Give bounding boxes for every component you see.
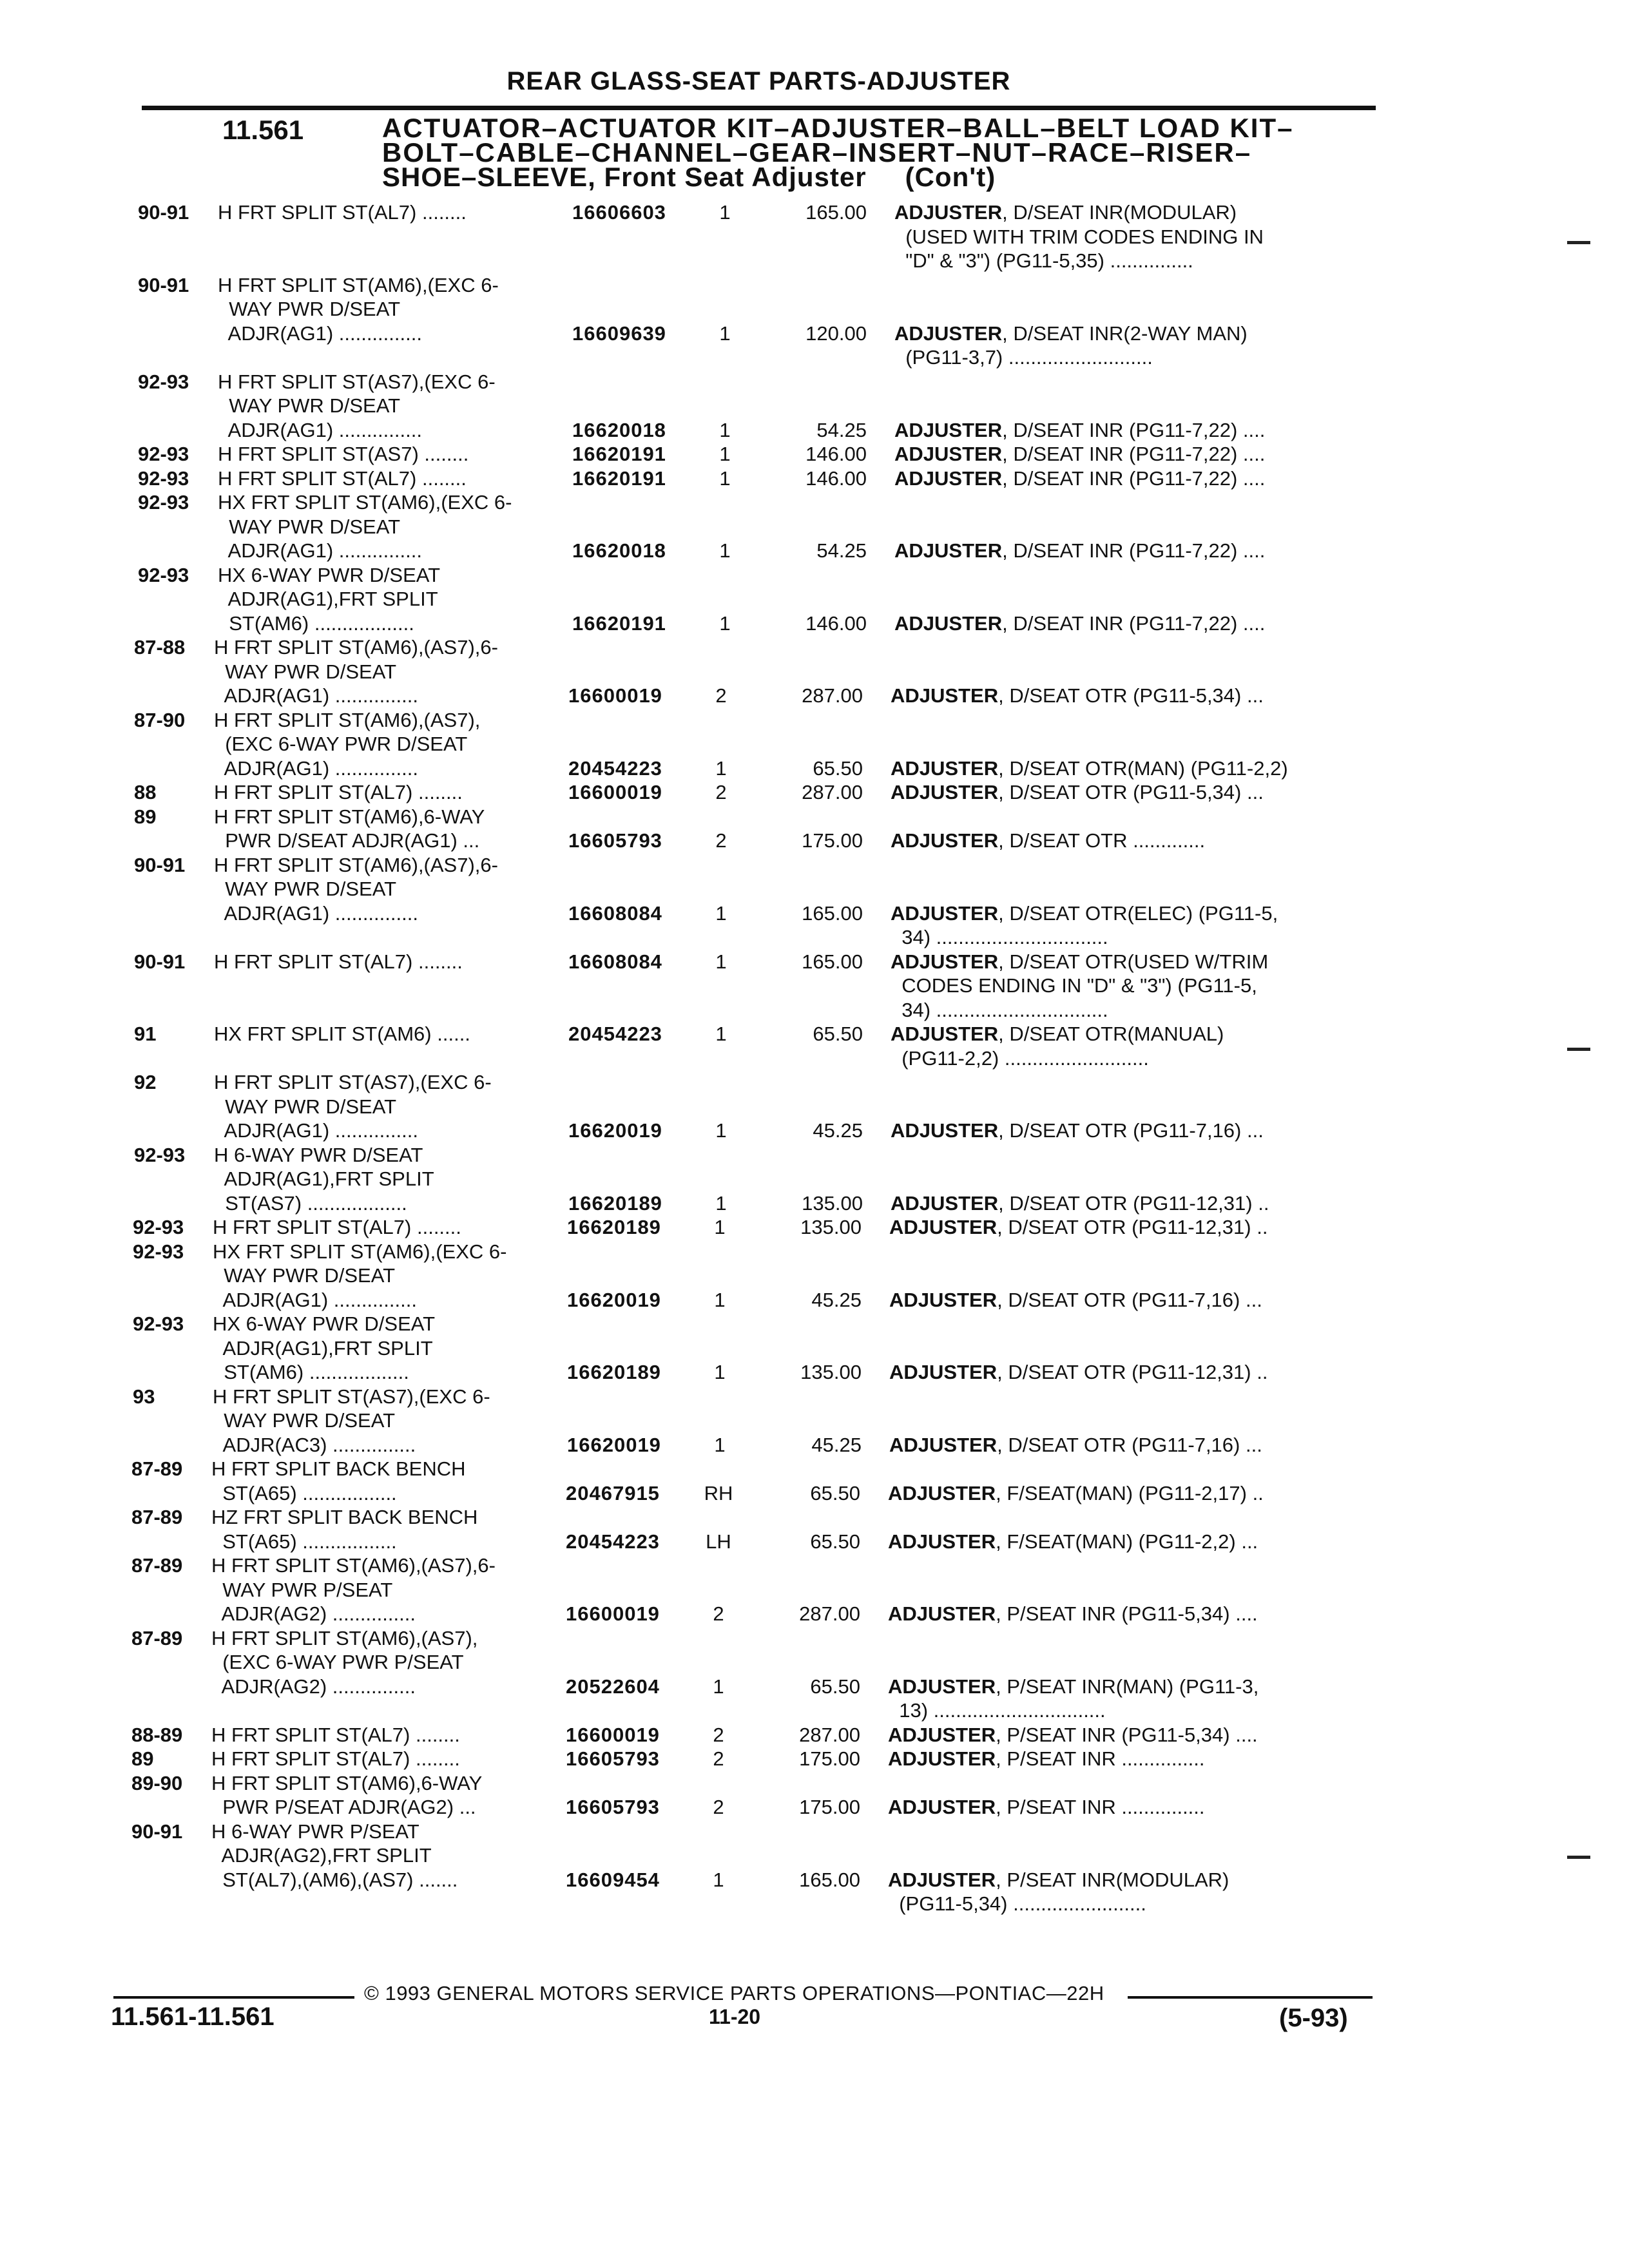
part-name-detail: , D/SEAT OTR (PG11-12,31) .. [998, 1191, 1269, 1215]
model-years: 87-89 [131, 1554, 183, 1577]
part-number: 20454223 [568, 1023, 662, 1045]
part-name-detail: , D/SEAT OTR ............. [998, 829, 1206, 852]
part-name: ADJUSTER [894, 539, 1003, 562]
application-description-line: WAY PWR D/SEAT [218, 394, 401, 417]
application-description-line: HX 6-WAY PWR D/SEAT [213, 1312, 436, 1335]
application-description-line: ADJR(AG1) ............... [213, 1288, 417, 1311]
model-years: 92-93 [138, 466, 189, 490]
application-description-line: HX FRT SPLIT ST(AM6),(EXC 6- [218, 491, 512, 514]
part-name-detail: , D/SEAT INR (PG11-7,22) .... [1002, 466, 1266, 490]
part-name: ADJUSTER [888, 1481, 996, 1504]
part-name-line [894, 418, 1265, 443]
application-description-line: WAY PWR D/SEAT [214, 878, 397, 900]
application-description-line: H FRT SPLIT ST(AS7) ........ [218, 443, 469, 465]
section-title [382, 113, 1387, 192]
part-name-detail: (PG11-2,2) .......................... [891, 1046, 1149, 1070]
part-name: ADJUSTER [894, 201, 1003, 224]
part-name-detail: , D/SEAT INR (PG11-7,22) .... [1002, 443, 1266, 465]
part-name-detail: , D/SEAT INR (PG11-7,22) .... [1002, 539, 1266, 562]
part-name-line [894, 200, 1237, 225]
list-price: 165.00 [799, 1868, 860, 1891]
application-description-line: H 6-WAY PWR P/SEAT [211, 1820, 419, 1843]
part-name-line [888, 1892, 1146, 1916]
part-name-detail: , D/SEAT INR(MODULAR) [1002, 201, 1237, 224]
part-name: ADJUSTER [891, 950, 999, 973]
model-years: 88 [134, 781, 157, 803]
part-number: 16609454 [566, 1868, 660, 1891]
quantity: 1 [719, 322, 731, 345]
part-name: ADJUSTER [889, 1288, 998, 1311]
quantity: 1 [715, 901, 727, 925]
list-price: 45.25 [811, 1433, 862, 1456]
part-name-detail: , D/SEAT OTR (PG11-5,34) ... [998, 781, 1264, 803]
quantity: 1 [714, 1216, 726, 1238]
part-name-line [889, 1433, 1262, 1457]
quantity: 2 [713, 1747, 724, 1770]
list-price: 135.00 [800, 1216, 862, 1238]
part-name-detail: , P/SEAT INR(MODULAR) [996, 1868, 1229, 1891]
part-name-detail: , P/SEAT INR (PG11-5,34) .... [996, 1602, 1258, 1625]
application-description-line: H FRT SPLIT ST(AL7) ........ [214, 781, 463, 803]
part-name-detail: , D/SEAT OTR(ELEC) (PG11-5, [998, 901, 1278, 925]
list-price: 120.00 [805, 322, 867, 345]
section-number: 11.561 [222, 115, 304, 145]
part-name: ADJUSTER [888, 1530, 996, 1553]
quantity: 1 [714, 1288, 726, 1311]
application-description-line: WAY PWR P/SEAT [211, 1578, 393, 1601]
application-description-line: ADJR(AG1) ............... [214, 901, 418, 925]
part-name-detail: (USED WITH TRIM CODES ENDING IN [894, 225, 1264, 248]
quantity: 1 [719, 611, 731, 635]
quantity: 1 [715, 756, 727, 780]
quantity: 1 [719, 466, 731, 490]
model-years: 92-93 [133, 1216, 184, 1238]
part-name-line [889, 1360, 1268, 1385]
section-title-line2: BOLT–CABLE–CHANNEL–GEAR–INSERT–NUT–RACE–RISER– [382, 137, 1252, 168]
model-years: 90-91 [134, 950, 186, 973]
application-description-line: ST(A65) ................. [211, 1530, 397, 1553]
margin-mark [1567, 1048, 1590, 1051]
application-description-line: H FRT SPLIT ST(AM6),6-WAY [211, 1771, 483, 1794]
application-description-line: ST(AL7),(AM6),(AS7) ....... [211, 1868, 458, 1891]
model-years: 87-89 [131, 1626, 183, 1649]
part-name-detail: , F/SEAT(MAN) (PG11-2,17) .. [996, 1481, 1264, 1504]
quantity: 1 [715, 1023, 727, 1045]
part-name: ADJUSTER [894, 466, 1003, 490]
part-number: 16608084 [568, 901, 662, 925]
quantity: 2 [713, 1723, 724, 1746]
list-price: 165.00 [805, 201, 867, 224]
quantity: 1 [713, 1868, 724, 1891]
part-name-line [888, 1530, 1258, 1554]
model-years: 90-91 [134, 853, 186, 876]
part-name: ADJUSTER [888, 1602, 996, 1625]
list-price: 54.25 [816, 539, 867, 562]
model-years: 90-91 [138, 201, 189, 224]
part-name: ADJUSTER [888, 1868, 996, 1891]
part-name-line [894, 249, 1193, 273]
part-name-detail: , D/SEAT OTR(MANUAL) [998, 1023, 1224, 1045]
part-name: ADJUSTER [894, 443, 1003, 465]
application-description-line: H FRT SPLIT ST(AM6),(AS7),6- [211, 1554, 496, 1577]
model-years: 87-88 [134, 636, 186, 658]
part-name-line [891, 1046, 1149, 1071]
part-name: ADJUSTER [888, 1723, 996, 1746]
model-years: 92-93 [138, 563, 189, 586]
list-price: 65.50 [810, 1481, 860, 1504]
list-price: 45.25 [813, 1119, 863, 1142]
application-description-line: PWR D/SEAT ADJR(AG1) ... [214, 829, 480, 852]
quantity: 2 [715, 781, 727, 803]
part-name: ADJUSTER [891, 829, 999, 852]
part-name: ADJUSTER [894, 418, 1003, 441]
part-name-detail: 34) ............................... [891, 926, 1108, 948]
part-number: 16609639 [572, 322, 666, 345]
part-name-line [891, 684, 1264, 708]
list-price: 65.50 [810, 1675, 860, 1698]
model-years: 87-89 [131, 1506, 183, 1528]
part-name: ADJUSTER [888, 1747, 996, 1770]
part-name-line [894, 539, 1265, 563]
footer-date: (5-93) [1279, 2004, 1348, 2032]
quantity: 1 [719, 201, 731, 224]
section-title-line1: ACTUATOR–ACTUATOR KIT–ADJUSTER–BALL–BELT LOAD KIT– [382, 113, 1294, 143]
model-years: 88-89 [131, 1723, 183, 1746]
part-name-line [891, 756, 1288, 781]
application-description-line: ST(AM6) .................. [213, 1361, 409, 1383]
part-name-detail: , D/SEAT OTR(MAN) (PG11-2,2) [998, 756, 1288, 780]
list-price: 175.00 [802, 829, 863, 852]
list-price: 146.00 [805, 466, 867, 490]
quantity: 1 [713, 1675, 724, 1698]
list-price: 65.50 [810, 1530, 860, 1553]
application-description-line: H FRT SPLIT ST(AM6),(EXC 6- [218, 273, 499, 296]
application-description-line: ADJR(AG1) ............... [214, 684, 418, 707]
part-name-detail: , P/SEAT INR ............... [996, 1747, 1205, 1770]
application-description-line: H FRT SPLIT ST(AS7),(EXC 6- [214, 1071, 492, 1093]
part-name-detail: , D/SEAT OTR (PG11-7,16) ... [997, 1433, 1262, 1456]
part-name: ADJUSTER [894, 611, 1003, 635]
quantity: 1 [715, 950, 727, 973]
application-description-line: H 6-WAY PWR D/SEAT [214, 1143, 423, 1166]
part-number: 16620191 [572, 466, 666, 490]
model-years: 93 [133, 1385, 155, 1408]
quantity: 1 [714, 1433, 726, 1456]
list-price: 287.00 [802, 684, 863, 707]
footer-section-range: 11.561-11.561 [111, 2003, 275, 2031]
model-years: 92-93 [133, 1240, 184, 1263]
part-name-line [891, 901, 1278, 926]
part-number: 20454223 [568, 756, 662, 780]
part-name-detail: , D/SEAT INR (PG11-7,22) .... [1002, 418, 1266, 441]
part-name-detail: "D" & "3") (PG11-5,35) ............... [894, 249, 1193, 272]
header-rule [142, 106, 1376, 110]
part-name-line [891, 780, 1264, 805]
list-price: 54.25 [816, 418, 867, 441]
part-name-line [894, 466, 1265, 491]
part-name-line [888, 1698, 1106, 1723]
quantity: 2 [713, 1602, 724, 1625]
list-price: 287.00 [799, 1723, 860, 1746]
part-number: 16620019 [568, 1119, 662, 1142]
part-name-detail: 13) ............................... [888, 1699, 1106, 1722]
quantity: 1 [714, 1361, 726, 1383]
part-number: 16620191 [572, 443, 666, 465]
part-name-detail: , F/SEAT(MAN) (PG11-2,2) ... [996, 1530, 1258, 1553]
quantity: 1 [719, 539, 731, 562]
application-description-line: PWR P/SEAT ADJR(AG2) ... [211, 1796, 476, 1818]
application-description-line: ST(AM6) .................. [218, 611, 414, 635]
part-number: 16620018 [572, 418, 666, 441]
quantity: 2 [713, 1796, 724, 1818]
part-name-line [891, 950, 1268, 974]
quantity: 1 [719, 443, 731, 465]
quantity: 1 [715, 1119, 727, 1142]
list-price: 135.00 [802, 1191, 863, 1215]
part-number: 16620189 [567, 1361, 661, 1383]
quantity: 2 [715, 829, 727, 852]
application-description-line: HX FRT SPLIT ST(AM6) ...... [214, 1023, 470, 1045]
part-name-line [891, 998, 1108, 1023]
part-name: ADJUSTER [891, 756, 999, 780]
model-years: 92-93 [138, 443, 189, 465]
part-number: 20467915 [566, 1481, 660, 1504]
application-description-line: ADJR(AG2) ............... [211, 1602, 416, 1625]
part-number: 20454223 [566, 1530, 660, 1553]
part-name-detail: , P/SEAT INR ............... [996, 1796, 1205, 1818]
list-price: 287.00 [802, 781, 863, 803]
part-number: 16608084 [568, 950, 662, 973]
model-years: 92-93 [138, 491, 189, 514]
part-name: ADJUSTER [891, 1119, 999, 1142]
list-price: 175.00 [799, 1747, 860, 1770]
list-price: 287.00 [799, 1602, 860, 1625]
list-price: 45.25 [811, 1288, 862, 1311]
part-name-line [894, 345, 1153, 370]
part-number: 20522604 [566, 1675, 660, 1698]
part-number: 16600019 [568, 781, 662, 803]
list-price: 165.00 [802, 901, 863, 925]
footer-page-number: 11-20 [709, 2005, 761, 2028]
application-description-line: H FRT SPLIT BACK BENCH [211, 1457, 466, 1480]
part-name-line [888, 1602, 1258, 1626]
part-name-line [894, 225, 1264, 249]
model-years: 89-90 [131, 1771, 183, 1794]
application-description-line: HZ FRT SPLIT BACK BENCH [211, 1506, 478, 1528]
part-name-line [889, 1288, 1262, 1312]
part-name: ADJUSTER [889, 1361, 998, 1383]
part-name-detail: , D/SEAT OTR (PG11-7,16) ... [998, 1119, 1264, 1142]
section-title-line3-text: SHOE–SLEEVE, Front Seat Adjuster [382, 162, 867, 192]
quantity: LH [706, 1530, 731, 1553]
part-number: 16620019 [567, 1433, 661, 1456]
part-name: ADJUSTER [894, 322, 1003, 345]
quantity: RH [704, 1481, 733, 1504]
margin-mark [1567, 241, 1590, 244]
part-name: ADJUSTER [888, 1675, 996, 1698]
application-description-line: H FRT SPLIT ST(AM6),6-WAY [214, 805, 485, 828]
part-name: ADJUSTER [891, 1191, 999, 1215]
part-name-line [894, 611, 1265, 636]
list-price: 165.00 [802, 950, 863, 973]
part-name-line [889, 1215, 1268, 1240]
application-description-line: (EXC 6-WAY PWR D/SEAT [214, 733, 468, 755]
part-name-line [888, 1675, 1258, 1699]
list-price: 65.50 [813, 1023, 863, 1045]
footer-rule-left [113, 1996, 354, 1999]
application-description-line: H FRT SPLIT ST(AM6),(AS7), [211, 1626, 478, 1649]
application-description-line: WAY PWR D/SEAT [218, 298, 401, 320]
quantity: 2 [715, 684, 727, 707]
application-description-line: WAY PWR D/SEAT [218, 515, 401, 538]
model-years: 90-91 [131, 1820, 183, 1843]
application-description-line: WAY PWR D/SEAT [213, 1264, 396, 1287]
part-number: 16600019 [566, 1602, 660, 1625]
part-name: ADJUSTER [889, 1216, 998, 1238]
model-years: 92-93 [138, 370, 189, 393]
section-title-line3 [382, 162, 1387, 192]
model-years: 92-93 [134, 1143, 186, 1166]
part-name-line [888, 1481, 1264, 1506]
part-number: 16605793 [568, 829, 662, 852]
part-name-line [888, 1723, 1258, 1747]
part-name-detail: CODES ENDING IN "D" & "3") (PG11-5, [891, 974, 1257, 997]
part-name: ADJUSTER [891, 901, 999, 925]
application-description-line: ADJR(AC3) ............... [213, 1433, 416, 1456]
list-price: 65.50 [813, 756, 863, 780]
model-years: 89 [134, 805, 157, 828]
application-description-line: H FRT SPLIT ST(AS7),(EXC 6- [218, 370, 496, 393]
application-description-line: H FRT SPLIT ST(AL7) ........ [218, 466, 467, 490]
application-description-line: ADJR(AG1) ............... [214, 1119, 418, 1142]
part-number: 16620191 [572, 611, 666, 635]
part-number: 16620189 [567, 1216, 661, 1238]
quantity: 1 [719, 418, 731, 441]
application-description-line: ADJR(AG2),FRT SPLIT [211, 1844, 432, 1867]
page-header-title: REAR GLASS-SEAT PARTS-ADJUSTER [506, 67, 1011, 95]
application-description-line: H FRT SPLIT ST(AL7) ........ [218, 201, 467, 224]
part-name-line [891, 925, 1108, 950]
application-description-line: WAY PWR D/SEAT [214, 1095, 397, 1118]
part-number: 16600019 [566, 1723, 660, 1746]
model-years: 87-90 [134, 708, 186, 731]
part-name-detail: , D/SEAT OTR (PG11-5,34) ... [998, 684, 1264, 707]
model-years: 89 [131, 1747, 154, 1770]
part-name-detail: (PG11-3,7) .......................... [894, 346, 1153, 369]
footer-rule-right [1128, 1996, 1373, 1999]
list-price: 135.00 [800, 1361, 862, 1383]
application-description-line: ADJR(AG1),FRT SPLIT [218, 588, 438, 610]
part-name-detail: , P/SEAT INR (PG11-5,34) .... [996, 1723, 1258, 1746]
part-number: 16605793 [566, 1747, 660, 1770]
application-description-line: ADJR(AG2) ............... [211, 1675, 416, 1698]
part-name-detail: , D/SEAT OTR (PG11-7,16) ... [997, 1288, 1262, 1311]
part-name-detail: 34) ............................... [891, 998, 1108, 1021]
margin-mark [1567, 1856, 1590, 1859]
application-description-line: (EXC 6-WAY PWR P/SEAT [211, 1651, 464, 1673]
continued-label: (Con't) [905, 162, 996, 192]
part-name: ADJUSTER [889, 1433, 998, 1456]
part-name-detail: , D/SEAT OTR (PG11-12,31) .. [997, 1361, 1268, 1383]
part-name-detail: , D/SEAT INR(2-WAY MAN) [1002, 322, 1248, 345]
part-number: 16605793 [566, 1796, 660, 1818]
application-description-line: H FRT SPLIT ST(AL7) ........ [211, 1747, 460, 1770]
application-description-line: ADJR(AG1),FRT SPLIT [214, 1168, 434, 1190]
application-description-line: WAY PWR D/SEAT [214, 660, 397, 683]
quantity: 1 [715, 1191, 727, 1215]
part-name-line [891, 829, 1205, 853]
part-name-detail: , P/SEAT INR(MAN) (PG11-3, [996, 1675, 1259, 1698]
part-name-line [894, 442, 1265, 466]
application-description-line: ADJR(AG1),FRT SPLIT [213, 1336, 433, 1360]
application-description-line: H FRT SPLIT ST(AM6),(AS7),6- [214, 636, 498, 658]
application-description-line: H FRT SPLIT ST(AL7) ........ [211, 1723, 460, 1746]
part-number: 16606603 [572, 201, 666, 224]
list-price: 146.00 [805, 611, 867, 635]
application-description-line: HX 6-WAY PWR D/SEAT [218, 563, 441, 586]
part-number: 16620019 [567, 1288, 661, 1311]
application-description-line: HX FRT SPLIT ST(AM6),(EXC 6- [213, 1240, 507, 1263]
part-name-detail: (PG11-5,34) ........................ [888, 1892, 1146, 1915]
model-years: 90-91 [138, 273, 189, 296]
application-description-line: ST(AS7) .................. [214, 1191, 407, 1215]
application-description-line: H FRT SPLIT ST(AL7) ........ [213, 1216, 461, 1238]
application-description-line: ST(A65) ................. [211, 1481, 397, 1504]
part-name-line [888, 1747, 1205, 1771]
part-number: 16620018 [572, 539, 666, 562]
part-name-line [891, 974, 1257, 998]
application-description-line: H FRT SPLIT ST(AM6),(AS7), [214, 708, 481, 731]
part-name-line [891, 1119, 1264, 1143]
part-name-line [888, 1868, 1229, 1892]
part-name-detail: , D/SEAT OTR (PG11-12,31) .. [997, 1216, 1268, 1238]
part-name: ADJUSTER [891, 1023, 999, 1045]
application-description-line: WAY PWR D/SEAT [213, 1409, 396, 1432]
list-price: 146.00 [805, 443, 867, 465]
part-name-line [894, 322, 1248, 346]
part-name-detail: , D/SEAT OTR(USED W/TRIM [998, 950, 1269, 973]
model-years: 92 [134, 1071, 157, 1093]
part-name: ADJUSTER [888, 1796, 996, 1818]
application-description-line: H FRT SPLIT ST(AS7),(EXC 6- [213, 1385, 490, 1408]
part-name: ADJUSTER [891, 684, 999, 707]
model-years: 91 [134, 1023, 157, 1045]
application-description-line: ADJR(AG1) ............... [218, 322, 422, 345]
model-years: 87-89 [131, 1457, 183, 1480]
part-name-line [891, 1022, 1224, 1046]
application-description-line: H FRT SPLIT ST(AL7) ........ [214, 950, 463, 973]
list-price: 175.00 [799, 1796, 860, 1818]
part-number: 16620189 [568, 1191, 662, 1215]
footer-copyright: © 1993 GENERAL MOTORS SERVICE PARTS OPERATIONS—PONTIAC—22H [364, 1982, 1104, 2004]
application-description-line: ADJR(AG1) ............... [218, 539, 422, 562]
part-name-detail: , D/SEAT INR (PG11-7,22) .... [1002, 611, 1266, 635]
application-description-line: ADJR(AG1) ............... [218, 418, 422, 441]
part-name: ADJUSTER [891, 781, 999, 803]
part-number: 16600019 [568, 684, 662, 707]
application-description-line: ADJR(AG1) ............... [214, 756, 418, 780]
part-name-line [891, 1191, 1269, 1216]
part-name-line [888, 1795, 1205, 1820]
model-years: 92-93 [133, 1312, 184, 1335]
application-description-line: H FRT SPLIT ST(AM6),(AS7),6- [214, 853, 498, 876]
